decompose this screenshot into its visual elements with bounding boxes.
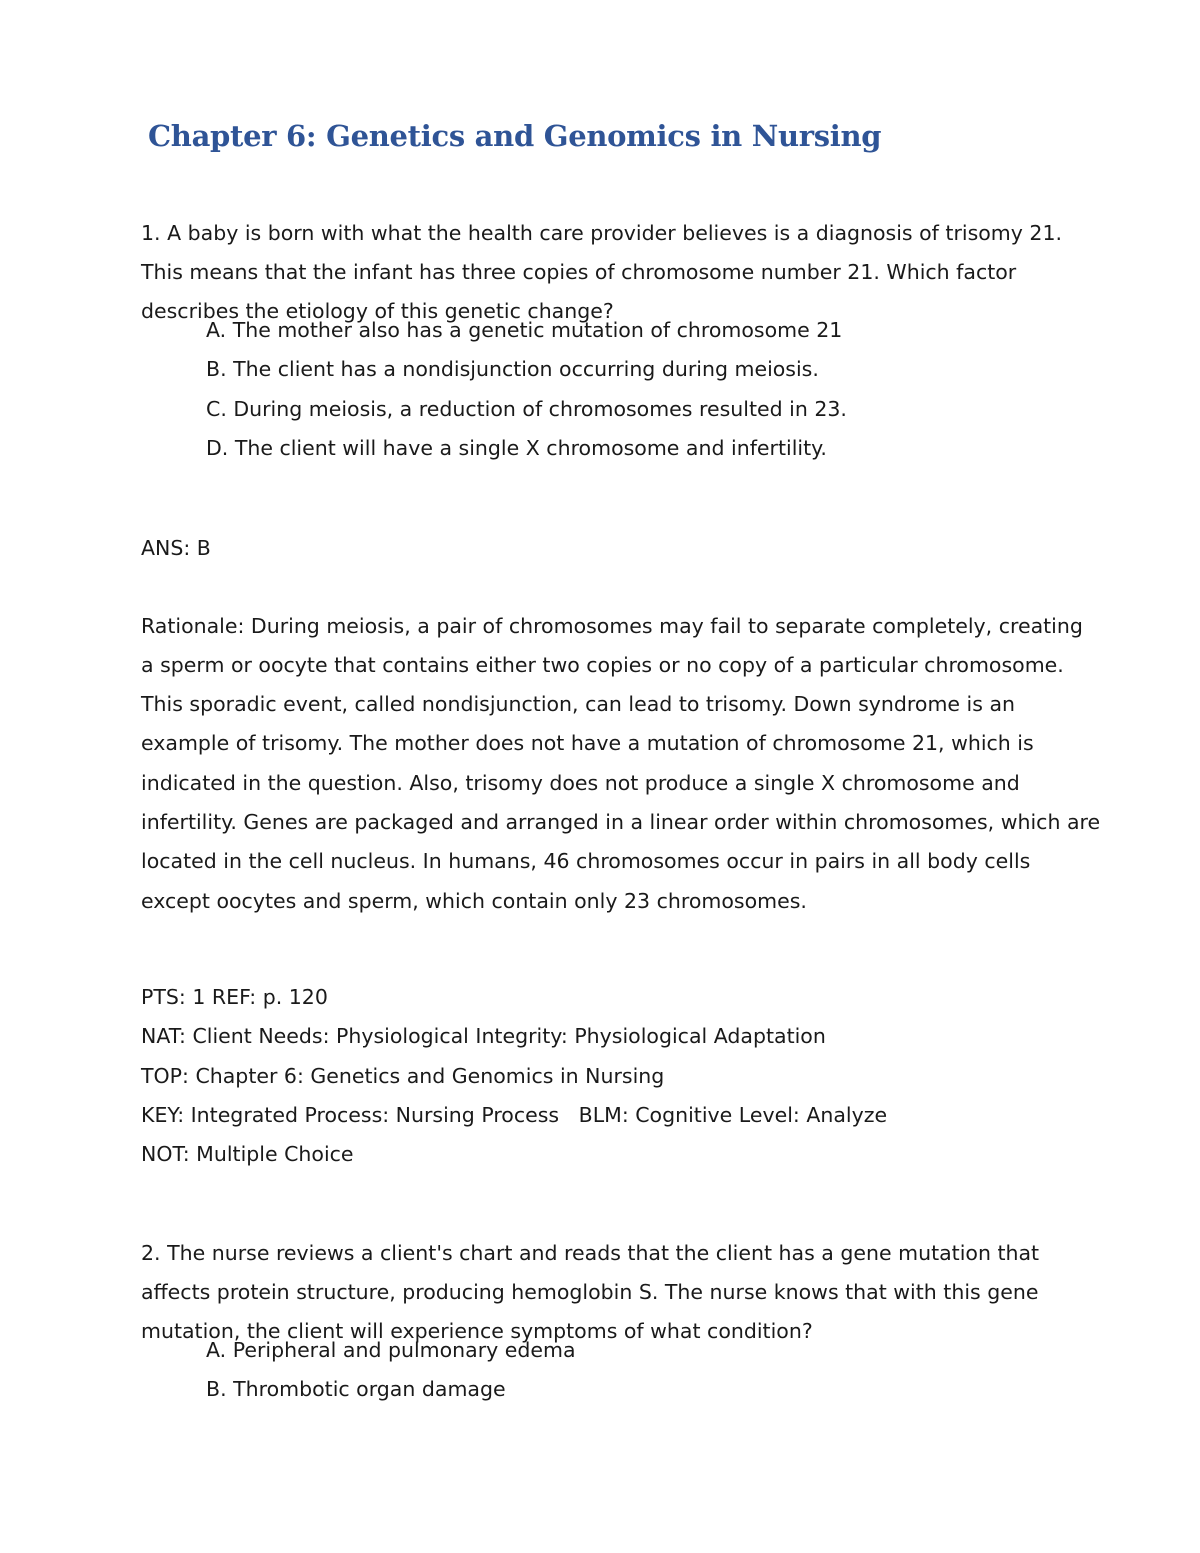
question-1-metadata: [141, 978, 1101, 1174]
question-2-options: [206, 1331, 1106, 1410]
pts-ref-line: PTS: 1 REF: p. 120: [141, 985, 328, 1009]
question-1-option-c: C. During meiosis, a reduction of chromosomes resulted in 23.: [206, 396, 847, 421]
question-1-options: [206, 311, 1106, 468]
nat-line: NAT: Client Needs: Physiological Integrity: Physiological Adaptation: [141, 1024, 826, 1049]
key-blm-line: KEY: Integrated Process: Nursing Process BLM: Cognitive Level: Analyze: [141, 1102, 888, 1127]
question-1-option-a: A. The mother also has a genetic mutation of chromosome 21: [206, 318, 843, 342]
question-1-rationale: Rationale: During meiosis, a pair of chromosomes may fail to separate completely, creating a sperm or oocyte that contains either two copies or no copy of a particular chromosome. This sporadic event, called nondisjunction, can lead to trisomy. Down syndrome is an example of trisomy. The mother does not have a mutation of chromosome 21, which is indicated in the question. Also, trisomy does not produce a single X chromosome and infertility. Genes are packaged and arranged in a linear order within chromosomes, which are located in the cell nucleus. In humans, 46 chromosomes occur in pairs in all body cells except oocytes and sperm, which contain only 23 chromosomes.: [141, 613, 1101, 913]
question-1-stem: 1. A baby is born with what the health care provider believes is a diagnosis of trisomy 21. This means that the infant has three copies of chromosome number 21. Which factor describes the etiology of this genetic change?: [141, 220, 1063, 324]
question-2-option-b: B. Thrombotic organ damage: [206, 1377, 506, 1402]
question-2-option-a: A. Peripheral and pulmonary edema: [206, 1338, 576, 1362]
question-1-option-d: D. The client will have a single X chromosome and infertility.: [206, 435, 827, 460]
question-1-answer: ANS: B: [141, 535, 211, 560]
top-line: TOP: Chapter 6: Genetics and Genomics in Nursing: [141, 1063, 665, 1088]
not-line: NOT: Multiple Choice: [141, 1142, 354, 1167]
chapter-title: Chapter 6: Genetics and Genomics in Nursing: [148, 119, 882, 153]
question-2-stem: 2. The nurse reviews a client's chart and reads that the client has a gene mutation that affects protein structure, producing hemoglobin S. The nurse knows that with this gene mutation, the client will experience symptoms of what condition?: [141, 1240, 1040, 1344]
question-1-option-b: B. The client has a nondisjunction occurring during meiosis.: [206, 357, 819, 382]
